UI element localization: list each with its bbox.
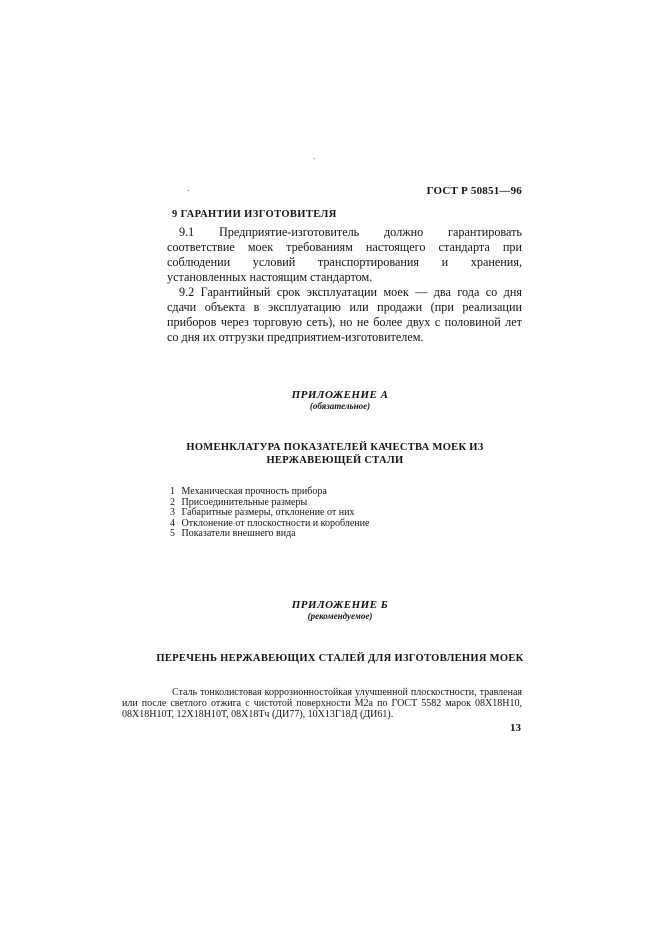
page-number: 13 xyxy=(510,722,521,734)
scan-speck xyxy=(188,190,189,191)
list-item: 1 Механическая прочность прибора xyxy=(170,486,327,497)
scan-speck xyxy=(314,158,315,159)
paragraph-9-1: 9.1 Предприятие-изготовитель должно гарантировать соответствие моек требованиям настоящего стандарта при соблюдении условий транспортирования и хранения, установленных настоящим стандартом. xyxy=(167,225,522,284)
list-item: 3 Габаритные размеры, отклонение от них xyxy=(170,507,355,518)
section-title: 9 ГАРАНТИИ ИЗГОТОВИТЕЛЯ xyxy=(172,209,337,220)
appendix-b-note: (рекомендуемое) xyxy=(307,611,373,621)
list-item: 5 Показатели внешнего вида xyxy=(170,528,296,539)
appendix-b-label: ПРИЛОЖЕНИЕ Б xyxy=(291,599,389,611)
paragraph-9-2: 9.2 Гарантийный срок эксплуатации моек — два года со дня сдачи объекта в эксплуатацию или продажи (при реализации приборов через торговую сеть), но не более двух с половиной лет со дня их отгрузки предприятием-изготовителем. xyxy=(167,285,522,344)
list-item: 4 Отклонение от плоскостности и коробление xyxy=(170,517,370,529)
appendix-a-note: (обязательное) xyxy=(309,401,371,411)
list-item: 2 Присоединительные размеры xyxy=(170,496,308,508)
section-body xyxy=(167,225,522,345)
steel-grades-text xyxy=(122,687,522,720)
quality-indicators-list xyxy=(170,487,369,540)
appendix-a-title: НОМЕНКЛАТУРА ПОКАЗАТЕЛЕЙ КАЧЕСТВА МОЕК ИЗ НЕРЖАВЕЮЩЕЙ СТАЛИ xyxy=(186,442,484,466)
document-code: ГОСТ Р 50851—96 xyxy=(426,185,522,197)
appendix-a-label: ПРИЛОЖЕНИЕ А xyxy=(291,389,389,401)
steel-grades-paragraph: Сталь тонколистовая коррозионностойкая улучшенной плоскостности, травленая или после светлого отжига с чистотой поверхности М2а по ГОСТ 5582 марок 08Х18Н10, 08Х18Н10Т, 12Х18Н10Т, 08Х18Тч (ДИ77), 10Х13Г18Д (ДИ61). xyxy=(122,687,522,720)
appendix-b-title: ПЕРЕЧЕНЬ НЕРЖАВЕЮЩИХ СТАЛЕЙ ДЛЯ ИЗГОТОВЛЕНИЯ МОЕК xyxy=(156,653,524,664)
